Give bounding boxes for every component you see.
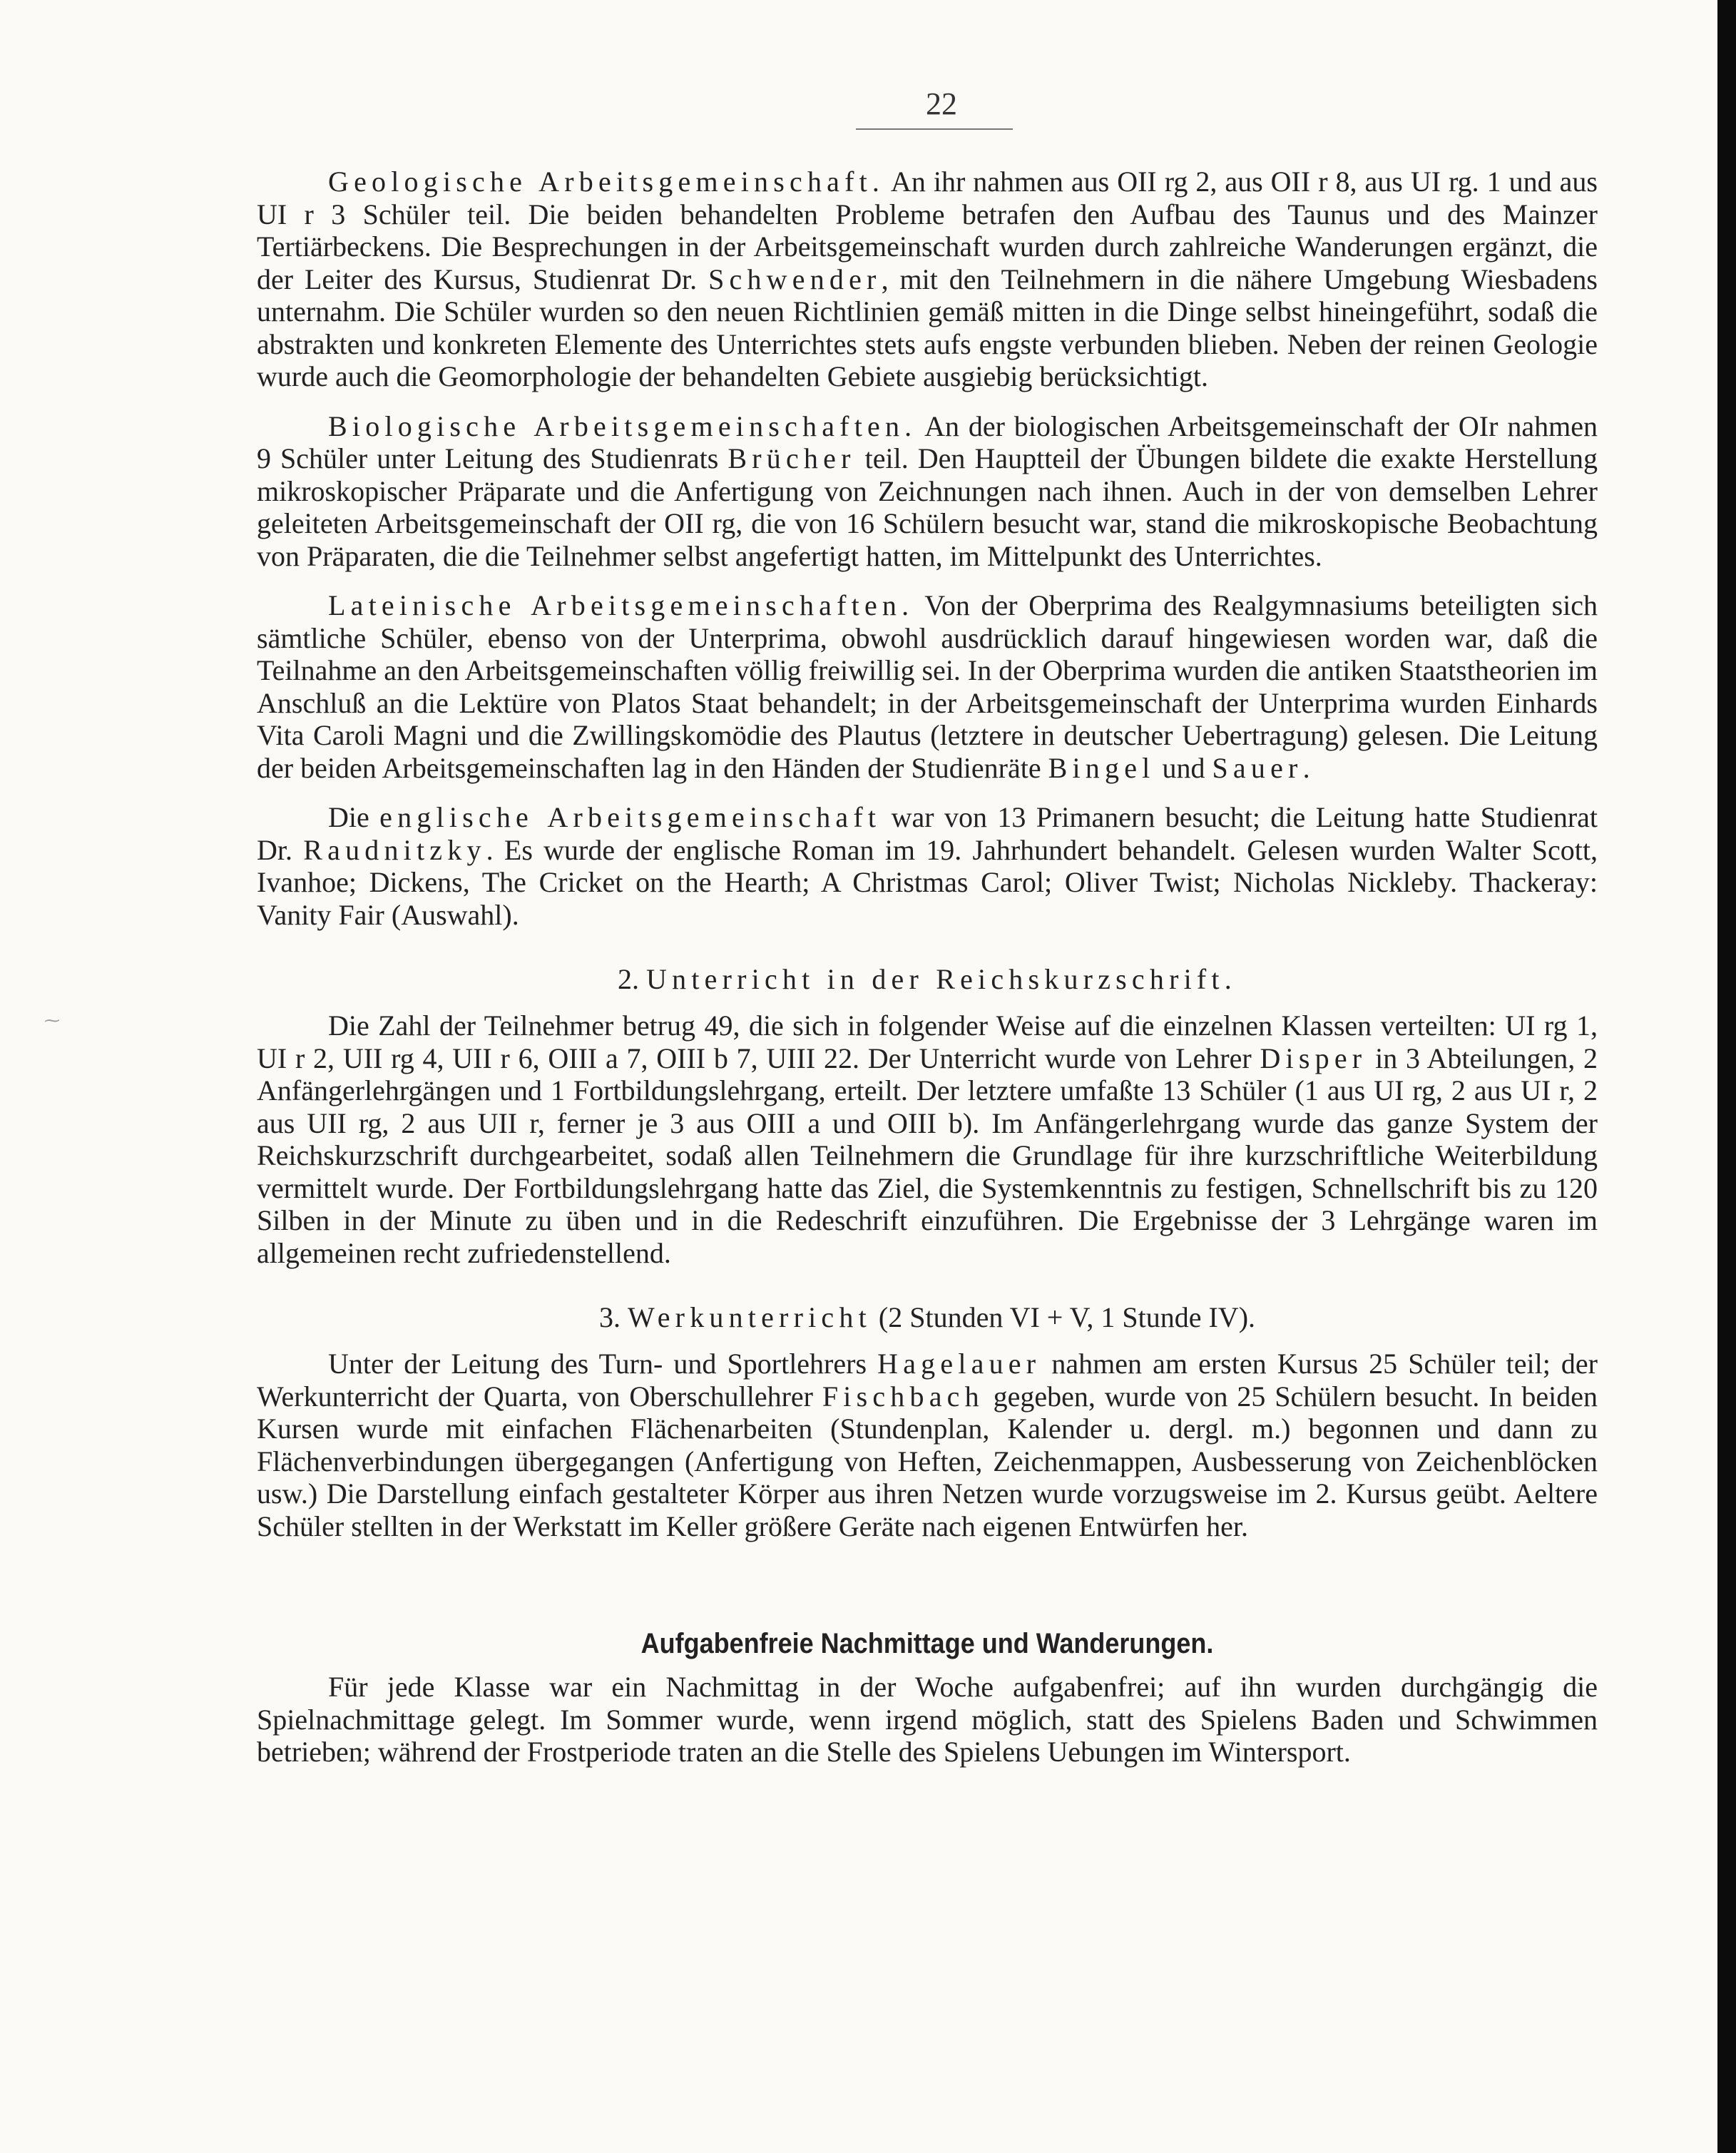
paragraph-geologie: Geologische Arbeitsgemeinschaft. An ihr nahmen aus OII rg 2, aus OII r 8, aus UI rg. 1 und aus UI r 3 Schüler teil. Die beiden behandelten Probleme betrafen den Aufbau des Taunus und des Mainzer Tertiärbeckens. Die Besprechungen in der Arbeitsgemeinschaft wurden durch zahlreiche Wanderungen ergänzt, die der Leiter des Kursus, Studienrat Dr. Schwender, mit den Teilnehmern in die nähere Umgebung Wiesbadens unternahm. Die Schüler wurden so den neuen Richtlinien gemäß mitten in die Dinge selbst hineingeführt, sodaß die abstrakten und konkreten Elemente des Unterrichtes stets aufs engste verbunden blieben. Neben der reinen Geologie wurde auch die Geomorphologie der behandelten Gebiete ausgiebig berücksichtigt.	[257, 166, 1598, 392]
person-name: Schwender	[708, 263, 882, 295]
person-name: Raudnitzky	[303, 833, 486, 866]
paragraph-kurzschrift: Die Zahl der Teilnehmer betrug 49, die sich in folgender Weise auf die einzelnen Klassen verteilten: UI rg 1, UI r 2, UII rg 4, UII r 6, OIII a 7, OIII b 7, UIII 22. Der Unterricht wurde von Lehrer Disper in 3 Abteilungen, 2 Anfängerlehrgängen und 1 Fortbildungslehrgang, erteilt. Der letztere umfaßte 13 Schüler (1 aus UI rg, 2 aus UI r, 2 aus UII rg, 2 aus UII r, ferner je 3 aus OIII a und OIII b). Im Anfängerlehrgang wurde das ganze System der Reichskurzschrift durchgearbeitet, sodaß allen Teilnehmern die Grundlage für ihre kurzschriftliche Weiterbildung vermittelt wurde. Der Fortbildungslehrgang hatte das Ziel, die Systemkenntnis zu festigen, Schnellschrift bis zu 120 Silben in der Minute zu üben und in die Redeschrift einzuführen. Die Ergebnisse der 3 Lehrgänge waren im allgemeinen recht zufriedenstellend.	[257, 1009, 1598, 1269]
person-name: Hagelauer	[877, 1348, 1041, 1380]
topic-latein: Lateinische Arbeitsgemeinschaften.	[328, 589, 914, 621]
paragraph-werkunterricht: Unter der Leitung des Turn- und Sportlehrers Hagelauer nahmen am ersten Kursus 25 Schüler teil; der Werkunterricht der Quarta, von Oberschullehrer Fischbach gegeben, wurde von 25 Schülern besucht. In beiden Kursen wurde mit einfachen Flächenarbeiten (Stundenplan, Kalender u. dergl. m.) begonnen und dann zu Flächenverbindungen übergegangen (Anfertigung von Heften, Zeichenmappen, Ausbesserung von Zeichenblöcken usw.) Die Darstellung einfach gestalteter Körper aus ihren Netzen wurde vorzugsweise im 2. Kursus geübt. Aeltere Schüler stellten in der Werkstatt im Keller größere Geräte nach eigenen Entwürfen her.	[257, 1348, 1598, 1542]
paragraph-englisch: Die englische Arbeitsgemeinschaft war von 13 Primanern besucht; die Leitung hatte Studienrat Dr. Raudnitzky. Es wurde der englische Roman im 19. Jahrhundert behandelt. Gelesen wurden Walter Scott, Ivanhoe; Dickens, The Cricket on the Hearth; A Christmas Carol; Oliver Twist; Nicholas Nickleby. Thackeray: Vanity Fair (Auswahl).	[257, 801, 1598, 931]
paragraph-latein: Lateinische Arbeitsgemeinschaften. Von der Oberprima des Realgymnasiums beteiligten sich sämtliche Schüler, ebenso von der Unterprima, obwohl ausdrücklich darauf hingewiesen worden war, daß die Teilnahme an den Arbeitsgemeinschaften völlig freiwillig sei. In der Oberprima wurden die antiken Staatstheorien im Anschluß an die Lektüre von Platos Staat behandelt; in der Arbeitsgemeinschaft der Unterprima wurden Einhards Vita Caroli Magni und die Zwillingskomödie des Plautus (letztere in deutscher Uebertragung) gelesen. Die Leitung der beiden Arbeitsgemeinschaften lag in den Händen der Studienräte Bingel und Sauer.	[257, 589, 1598, 784]
topic-biologie: Biologische Arbeitsgemeinschaften.	[328, 409, 917, 442]
person-name: Brücher	[727, 442, 856, 474]
scan-speck-icon: ⁓	[44, 1012, 60, 1029]
scan-edge	[1717, 0, 1736, 2153]
heading-nachmittage: Aufgabenfreie Nachmittage und Wanderungen.	[640, 1628, 1214, 1659]
page-body	[257, 166, 1598, 1786]
person-name: Fischbach	[822, 1380, 984, 1413]
person-name: Sauer	[1212, 751, 1303, 784]
person-name: Bingel	[1048, 751, 1155, 784]
heading-kurzschrift: 2. Unterricht in der Reichskurzschrift.	[618, 963, 1237, 995]
paragraph-nachmittage: Für jede Klasse war ein Nachmittag in der Woche aufgabenfrei; auf ihn wurden durchgängig die Spielnachmittage gelegt. Im Sommer wurde, wenn irgend möglich, statt des Spielens Baden und Schwimmen betrieben; während der Frostperiode traten an die Stelle des Spielens Uebungen im Wintersport.	[257, 1671, 1598, 1768]
page-number-rule	[856, 128, 1013, 130]
paragraph-biologie: Biologische Arbeitsgemeinschaften. An der biologischen Arbeitsgemeinschaft der OIr nahmen 9 Schüler unter Leitung des Studienrats Brücher teil. Den Hauptteil der Übungen bildete die exakte Herstellung mikroskopischer Präparate und die Anfertigung von Zeichnungen nach ihnen. Auch in der von demselben Lehrer geleiteten Arbeitsgemeinschaft der OII rg, die von 16 Schülern besucht war, stand die mikroskopische Beobachtung von Präparaten, die die Teilnehmer selbst angefertigt hatten, im Mittelpunkt des Unterrichtes.	[257, 409, 1598, 572]
page-number: 22	[926, 86, 957, 121]
heading-werkunterricht: 3. Werkunterricht (2 Stunden VI + V, 1 Stunde IV).	[598, 1301, 1256, 1333]
person-name: Disper	[1260, 1042, 1367, 1074]
topic-geologie: Geologische Arbeitsgemeinschaft.	[328, 166, 885, 198]
topic-englisch: englische Arbeitsgemeinschaft	[379, 801, 882, 833]
